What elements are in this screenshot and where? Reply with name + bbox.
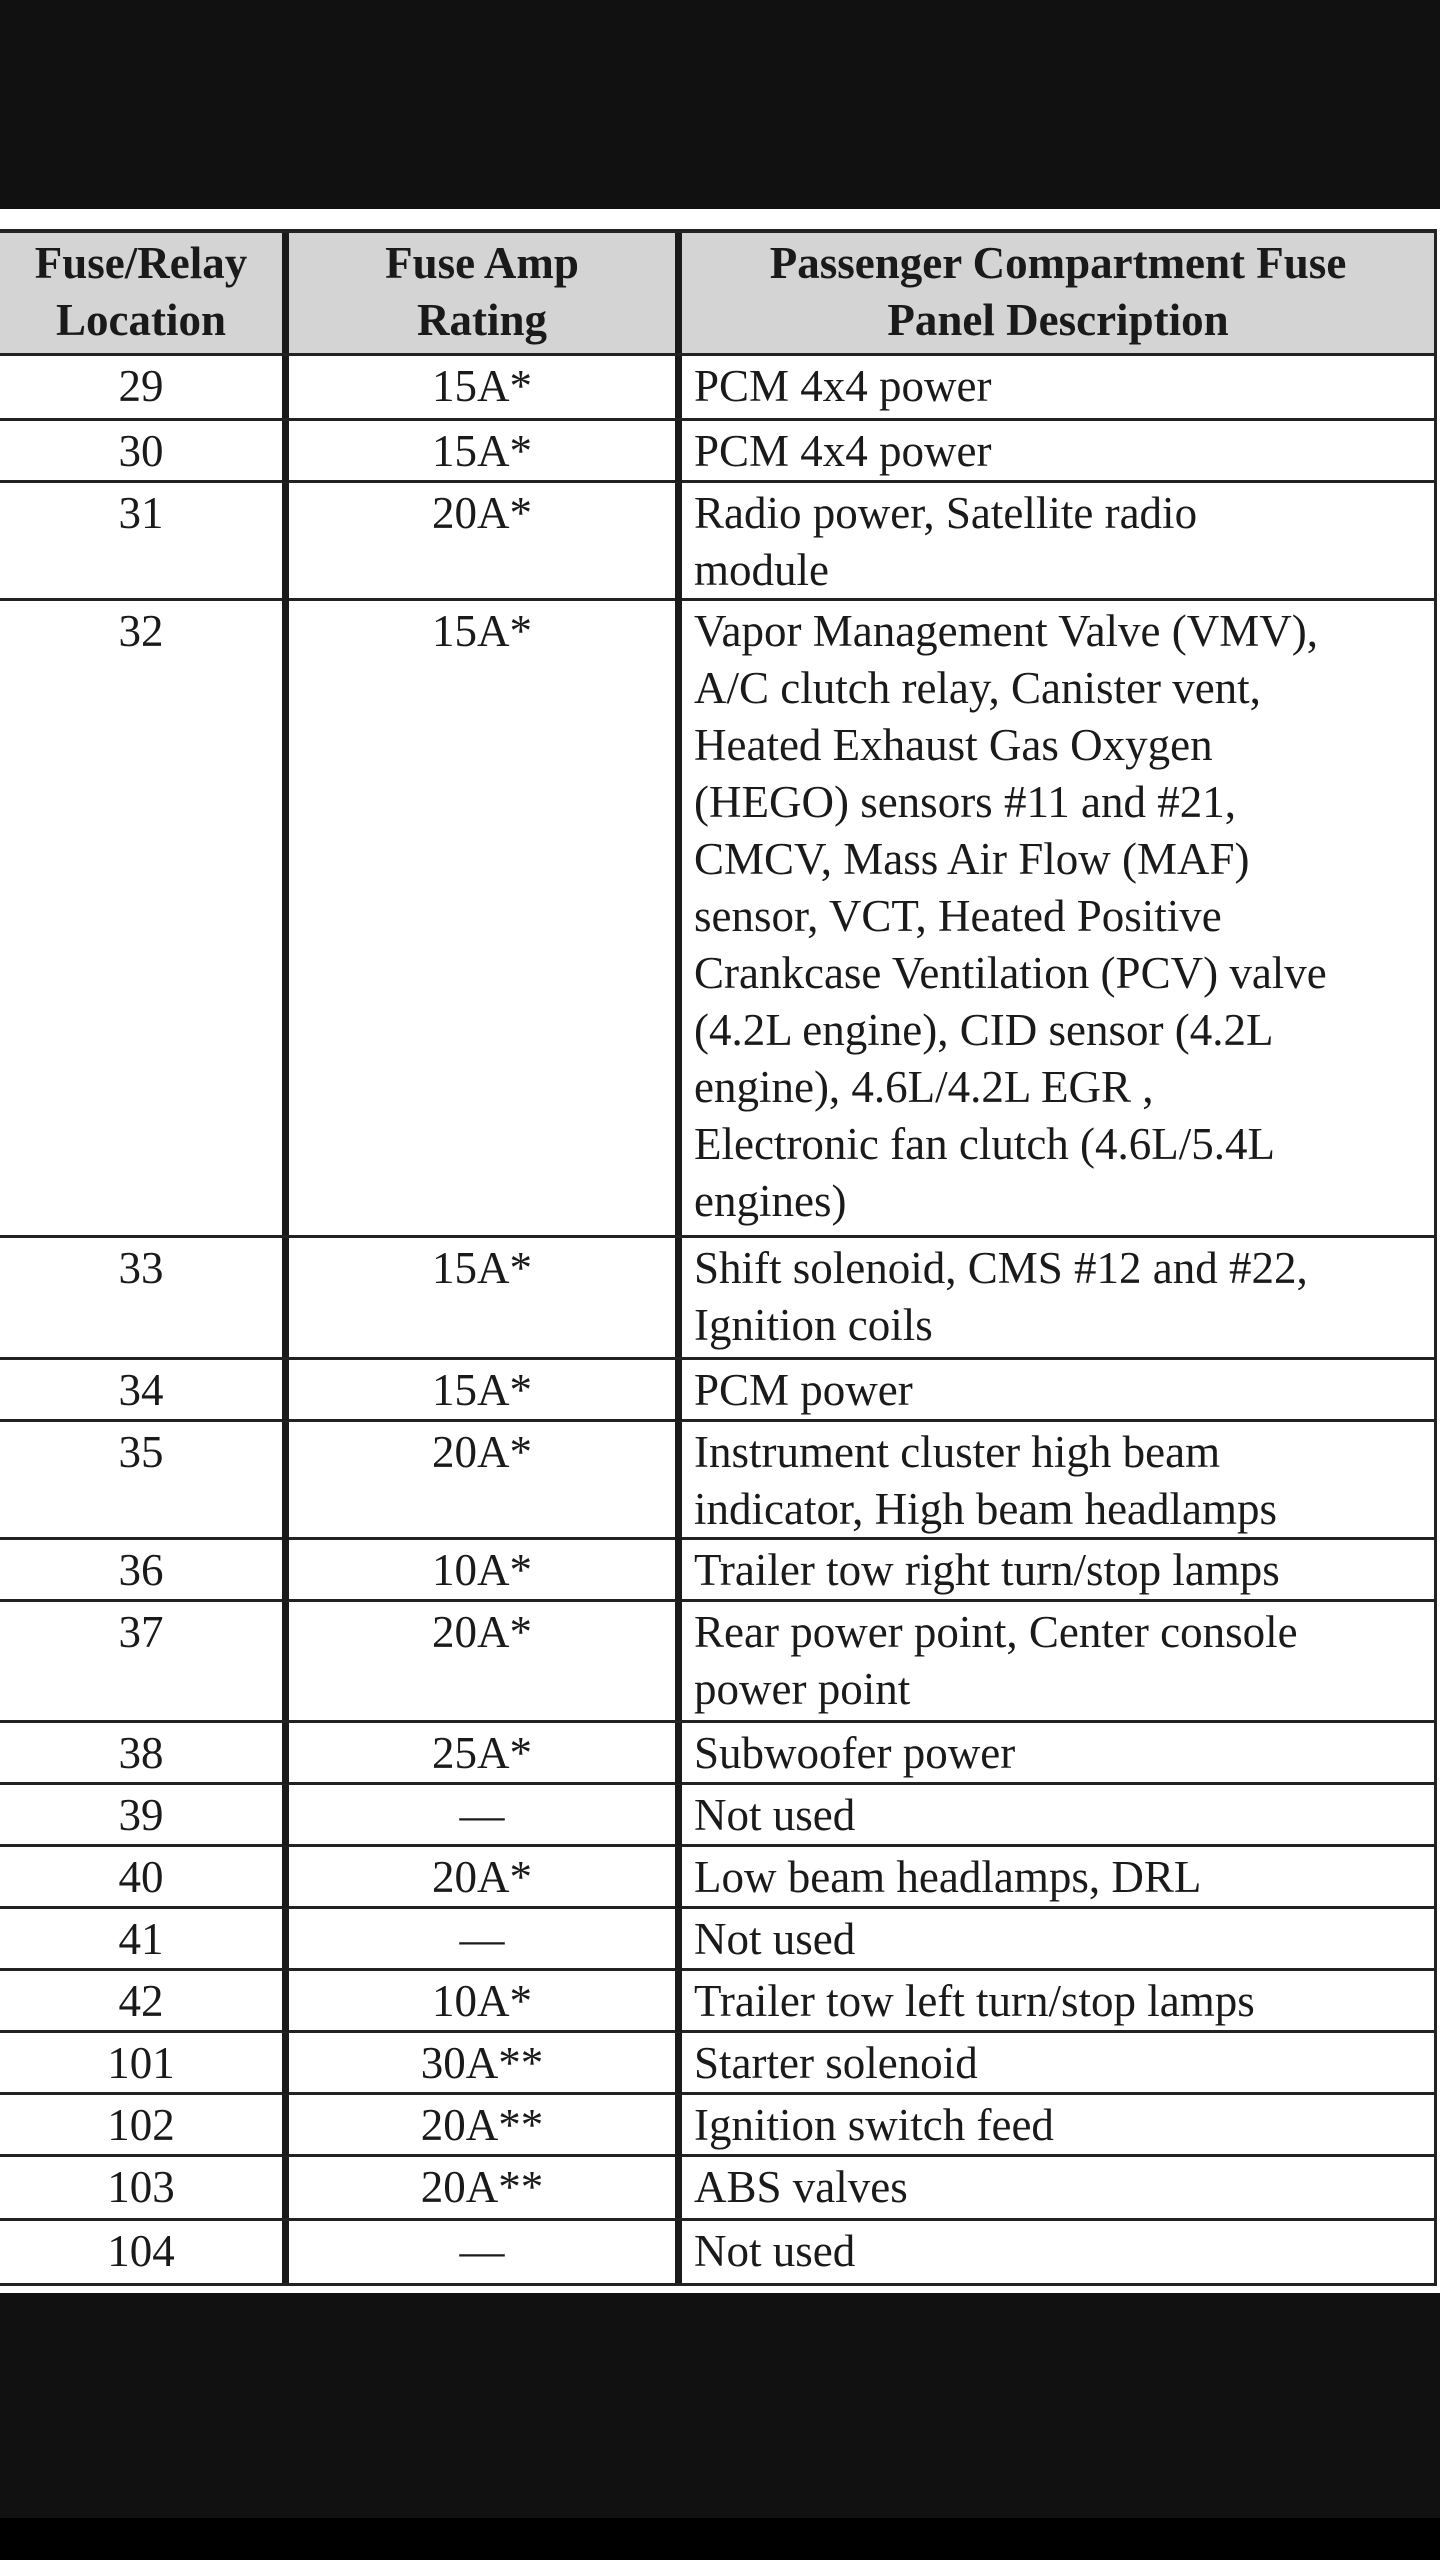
header-text: Location: [55, 295, 226, 345]
fuse-rating: 25A*: [289, 1723, 682, 1784]
fuse-table: [0, 229, 1437, 2286]
fuse-rating: 15A*: [289, 356, 682, 418]
table-row: [0, 1360, 1437, 1422]
header-text: Fuse Amp: [385, 238, 579, 288]
table-row: [0, 1422, 1437, 1540]
description-line: PCM 4x4 power: [694, 361, 992, 411]
description-line: PCM 4x4 power: [694, 426, 992, 476]
description-line: Not used: [694, 2226, 856, 2276]
description-line: Not used: [694, 1790, 856, 1840]
header-text: Fuse/Relay: [34, 238, 248, 288]
fuse-description: [682, 1847, 1437, 1908]
fuse-rating: 15A*: [289, 601, 682, 1235]
table-row: [0, 483, 1437, 601]
description-line: module: [694, 545, 829, 595]
fuse-description: [682, 1360, 1437, 1421]
table-row: [0, 2221, 1437, 2286]
fuse-location: 36: [0, 1540, 289, 1601]
fuse-location: 30: [0, 421, 289, 482]
fuse-location: 104: [0, 2221, 289, 2283]
description-line: Trailer tow right turn/stop lamps: [694, 1545, 1280, 1595]
table-row: [0, 421, 1437, 483]
table-row: [0, 2157, 1437, 2221]
description-line: Low beam headlamps, DRL: [694, 1852, 1202, 1902]
table-header-row: [0, 233, 1437, 356]
fuse-location: 37: [0, 1602, 289, 1720]
description-line: (4.2L engine), CID sensor (4.2L: [694, 1005, 1274, 1055]
table-row: [0, 1602, 1437, 1723]
fuse-rating: 20A*: [289, 483, 682, 601]
table-row: [0, 1723, 1437, 1785]
header-text: Panel Description: [887, 295, 1229, 345]
description-line: Ignition coils: [694, 1300, 933, 1350]
fuse-location: 33: [0, 1238, 289, 1357]
fuse-description: [682, 1785, 1437, 1846]
description-line: Electronic fan clutch (4.6L/5.4L: [694, 1119, 1276, 1169]
fuse-description: [682, 356, 1437, 418]
fuse-location: 29: [0, 356, 289, 418]
header-rating: [289, 233, 682, 353]
table-row: [0, 2033, 1437, 2095]
header-text: Rating: [416, 295, 547, 345]
fuse-location: 34: [0, 1360, 289, 1421]
fuse-location: 40: [0, 1847, 289, 1908]
fuse-rating: 20A**: [289, 2157, 682, 2218]
fuse-location: 32: [0, 601, 289, 1235]
description-line: A/C clutch relay, Canister vent,: [694, 663, 1261, 713]
fuse-rating: 20A**: [289, 2095, 682, 2156]
description-line: (HEGO) sensors #11 and #21,: [694, 777, 1236, 827]
bottom-dark-area: [0, 2293, 1440, 2518]
description-line: Not used: [694, 1914, 856, 1964]
fuse-rating: 20A*: [289, 1847, 682, 1908]
fuse-description: [682, 421, 1437, 482]
table-row: [0, 1238, 1437, 1360]
fuse-rating: 15A*: [289, 1360, 682, 1421]
description-line: Vapor Management Valve (VMV),: [694, 606, 1319, 656]
description-line: engine), 4.6L/4.2L EGR ,: [694, 1062, 1154, 1112]
fuse-location: 102: [0, 2095, 289, 2156]
fuse-description: [682, 1723, 1437, 1784]
fuse-rating: 10A*: [289, 1971, 682, 2032]
description-line: Trailer tow left turn/stop lamps: [694, 1976, 1255, 2026]
fuse-rating: 15A*: [289, 421, 682, 482]
table-row: [0, 2095, 1437, 2157]
fuse-location: 35: [0, 1422, 289, 1540]
fuse-rating: —: [289, 1785, 682, 1846]
fuse-location: 39: [0, 1785, 289, 1846]
description-line: Ignition switch feed: [694, 2100, 1054, 2150]
table-row: [0, 1909, 1437, 1971]
description-line: Heated Exhaust Gas Oxygen: [694, 720, 1213, 770]
description-line: engines): [694, 1176, 847, 1226]
description-line: sensor, VCT, Heated Positive: [694, 891, 1222, 941]
description-line: Crankcase Ventilation (PCV) valve: [694, 948, 1327, 998]
description-line: Starter solenoid: [694, 2038, 978, 2088]
description-line: power point: [694, 1664, 911, 1714]
description-line: CMCV, Mass Air Flow (MAF): [694, 834, 1250, 884]
fuse-description: [682, 1909, 1437, 1970]
table-row: [0, 1847, 1437, 1909]
table-row: [0, 1971, 1437, 2033]
top-black-bar: [0, 0, 1440, 209]
fuse-description: [682, 2033, 1437, 2094]
table-row: [0, 1540, 1437, 1602]
description-line: Subwoofer power: [694, 1728, 1016, 1778]
fuse-description: [682, 2157, 1437, 2218]
table-row: [0, 601, 1437, 1238]
description-line: indicator, High beam headlamps: [694, 1484, 1278, 1534]
header-description: [682, 233, 1437, 353]
fuse-location: 101: [0, 2033, 289, 2094]
description-line: Instrument cluster high beam: [694, 1427, 1221, 1477]
description-line: Radio power, Satellite radio: [694, 488, 1198, 538]
fuse-rating: 20A*: [289, 1602, 682, 1720]
header-location: [0, 233, 289, 353]
fuse-location: 31: [0, 483, 289, 601]
fuse-description: [682, 1422, 1437, 1540]
table-row: [0, 356, 1437, 421]
fuse-rating: 15A*: [289, 1238, 682, 1357]
table-row: [0, 1785, 1437, 1847]
fuse-rating: 10A*: [289, 1540, 682, 1601]
fuse-location: 41: [0, 1909, 289, 1970]
description-line: Rear power point, Center console: [694, 1607, 1298, 1657]
fuse-rating: 20A*: [289, 1422, 682, 1540]
fuse-rating: —: [289, 2221, 682, 2283]
bottom-navigation-bar: [0, 2518, 1440, 2560]
description-line: Shift solenoid, CMS #12 and #22,: [694, 1243, 1308, 1293]
fuse-description: [682, 2095, 1437, 2156]
fuse-description: [682, 601, 1437, 1235]
fuse-location: 103: [0, 2157, 289, 2218]
fuse-description: [682, 1540, 1437, 1601]
fuse-description: [682, 2221, 1437, 2283]
fuse-description: [682, 483, 1437, 601]
header-text: Passenger Compartment Fuse: [769, 238, 1347, 288]
fuse-description: [682, 1971, 1437, 2032]
fuse-location: 42: [0, 1971, 289, 2032]
fuse-rating: 30A**: [289, 2033, 682, 2094]
description-line: PCM power: [694, 1365, 913, 1415]
fuse-description: [682, 1602, 1437, 1720]
fuse-location: 38: [0, 1723, 289, 1784]
description-line: ABS valves: [694, 2162, 908, 2212]
fuse-description: [682, 1238, 1437, 1357]
fuse-rating: —: [289, 1909, 682, 1970]
